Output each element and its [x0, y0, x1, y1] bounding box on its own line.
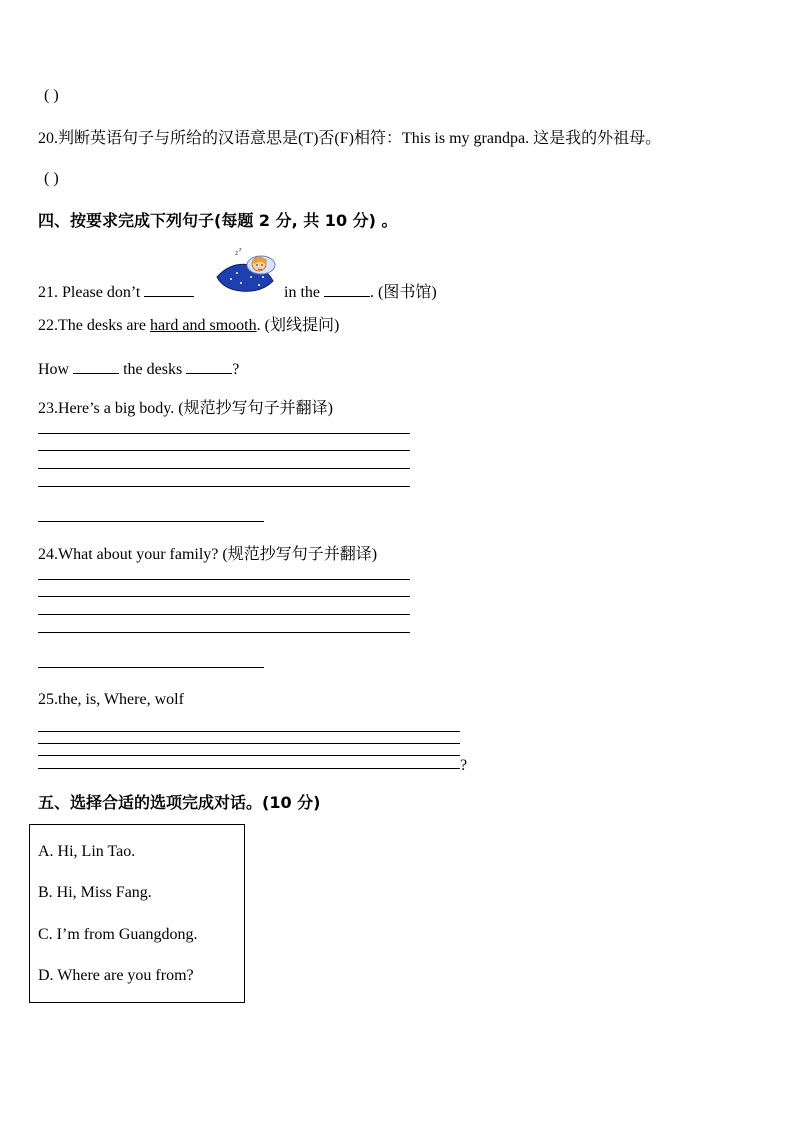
question-number: 21. [38, 284, 58, 301]
question-mark: ? [232, 361, 240, 378]
answer-word: How [38, 361, 70, 378]
section-5-title: 五、选择合适的选项完成对话。(10 分) [38, 793, 321, 812]
question-number: 22. [38, 317, 58, 334]
answer-paren-20: ( ) [44, 170, 59, 187]
option-d: D. Where are you from? [38, 967, 194, 984]
writing-line[interactable] [38, 450, 410, 451]
translation-line[interactable] [38, 667, 264, 668]
underlined-phrase: hard and smooth [149, 317, 257, 334]
question-number: 24. [38, 546, 58, 563]
option-a: A. Hi, Lin Tao. [38, 843, 136, 860]
question-text: the, is, Where, wolf [58, 691, 184, 708]
sleeping-girl-icon [211, 247, 279, 297]
question-23 [38, 399, 333, 419]
writing-line[interactable] [38, 486, 410, 487]
option-c: C. I’m from Guangdong. [38, 926, 198, 943]
question-instruction: . (划线提问) [256, 317, 340, 334]
answer-blank[interactable] [144, 280, 194, 297]
question-mark: ? [460, 757, 468, 774]
writing-line[interactable] [38, 614, 410, 615]
writing-line[interactable] [38, 768, 460, 769]
question-text-part1: Please don’t [62, 284, 141, 301]
question-22-answer [38, 357, 239, 380]
answer-word: the desks [123, 361, 183, 378]
writing-line[interactable] [38, 468, 410, 469]
answer-paren-19: ( ) [44, 87, 59, 104]
answer-blank[interactable] [324, 280, 370, 297]
question-text-part3: . (图书馆) [370, 284, 437, 301]
question-25 [38, 690, 184, 710]
writing-line[interactable] [38, 755, 460, 756]
writing-line[interactable] [38, 731, 460, 732]
question-22 [38, 316, 339, 336]
writing-line[interactable] [38, 433, 410, 434]
question-21 [38, 280, 194, 303]
writing-line[interactable] [38, 743, 460, 744]
answer-blank[interactable] [186, 357, 232, 374]
question-number: 20. [38, 130, 58, 147]
svg-text:z: z [235, 250, 239, 257]
writing-line[interactable] [38, 596, 410, 597]
translation-line[interactable] [38, 521, 264, 522]
writing-line[interactable] [38, 579, 410, 580]
question-20 [38, 129, 661, 149]
question-24 [38, 545, 377, 565]
question-text-part2: in the [284, 284, 320, 301]
question-text: Here’s a big body. (规范抄写句子并翻译) [58, 400, 333, 417]
writing-line[interactable] [38, 632, 410, 633]
question-text: 判断英语句子与所给的汉语意思是(T)否(F)相符：This is my grandpa. 这是我的外祖母。 [58, 130, 662, 147]
question-number: 25. [38, 691, 58, 708]
section-4-title: 四、按要求完成下列句子(每题 2 分, 共 10 分) 。 [38, 211, 398, 230]
question-text: The desks are [58, 317, 150, 334]
question-number: 23. [38, 400, 58, 417]
option-b: B. Hi, Miss Fang. [38, 884, 152, 901]
svg-text:z: z [239, 247, 242, 253]
question-21-end [284, 280, 437, 303]
question-text: What about your family? (规范抄写句子并翻译) [58, 546, 378, 563]
answer-blank[interactable] [73, 357, 119, 374]
